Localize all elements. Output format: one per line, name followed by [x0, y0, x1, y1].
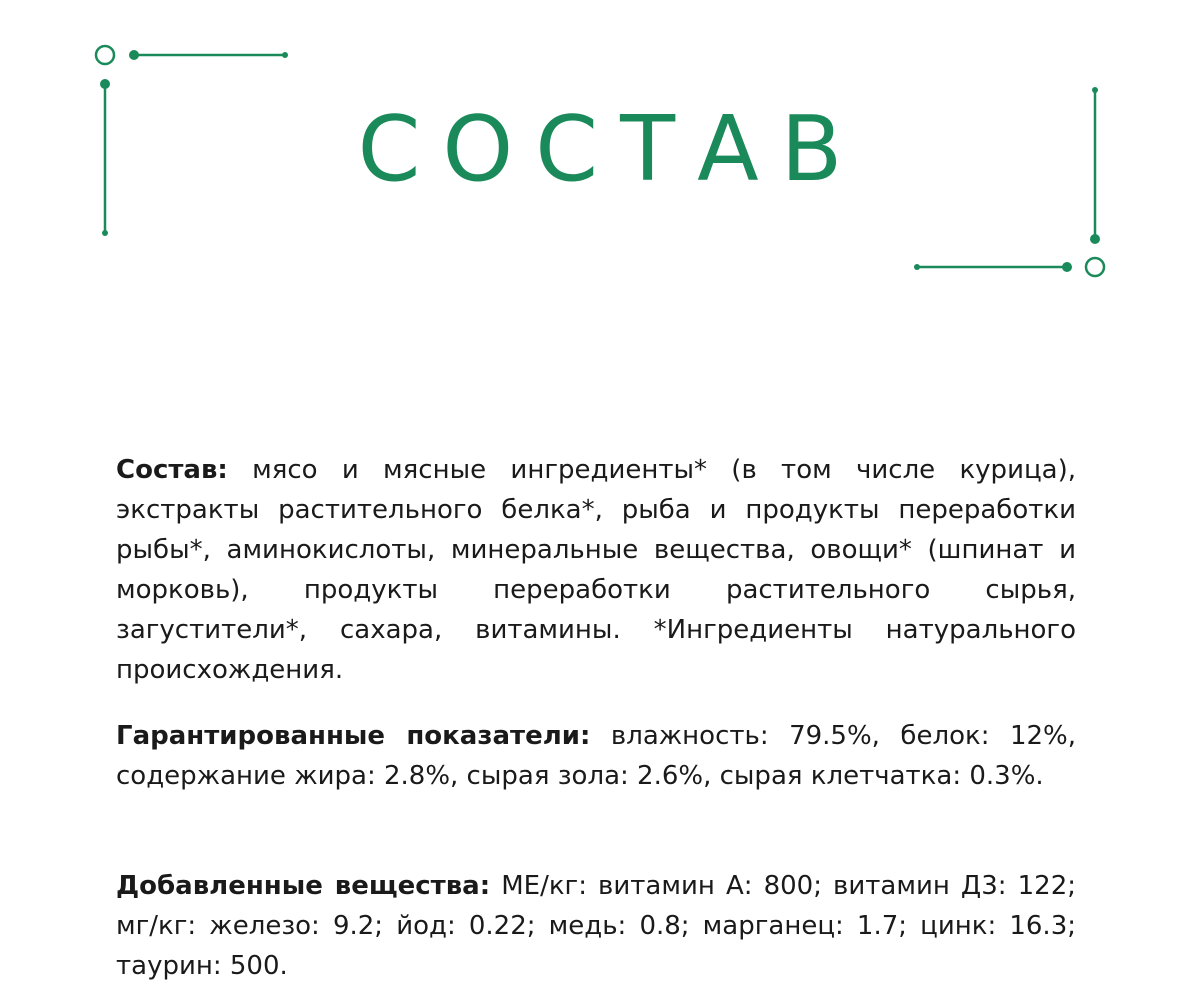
- dot-icon: [282, 52, 288, 58]
- additives-label: Добавленные вещества:: [116, 871, 491, 901]
- guaranteed-label: Гарантированные показатели:: [116, 721, 591, 751]
- guaranteed-text: влажность: 79.5%, белок: 12%, содержание жира: 2.8%, сырая зола: 2.6%, сырая клетчатка: 0.3%.: [116, 721, 1076, 791]
- guaranteed-analysis-paragraph: [116, 716, 1076, 796]
- composition-paragraph: [116, 450, 1076, 690]
- dot-icon: [102, 230, 108, 236]
- composition-label: Состав:: [116, 455, 228, 485]
- dot-icon: [1062, 262, 1072, 272]
- additives-text: МЕ/кг: витамин А: 800; витамин Д3: 122; мг/кг: железо: 9.2; йод: 0.22; медь: 0.8; марганец: 1.7; цинк: 16.3; таурин: 500.: [116, 871, 1077, 981]
- composition-text: мясо и мясные ингредиенты* (в том числе курица), экстракты растительного белка*, рыба и продукты переработки рыбы*, аминокислоты, минеральные вещества, овощи* (шпинат и морковь), продукты переработки растительного сырья, загустители*, сахара, витамины. *Ингредиенты натурального происхождения.: [116, 455, 1077, 685]
- ring-icon: [96, 46, 114, 64]
- page-title: СОСТАВ: [357, 97, 865, 202]
- dot-icon: [1090, 234, 1100, 244]
- additives-paragraph: [116, 866, 1076, 986]
- ring-icon: [1086, 258, 1104, 276]
